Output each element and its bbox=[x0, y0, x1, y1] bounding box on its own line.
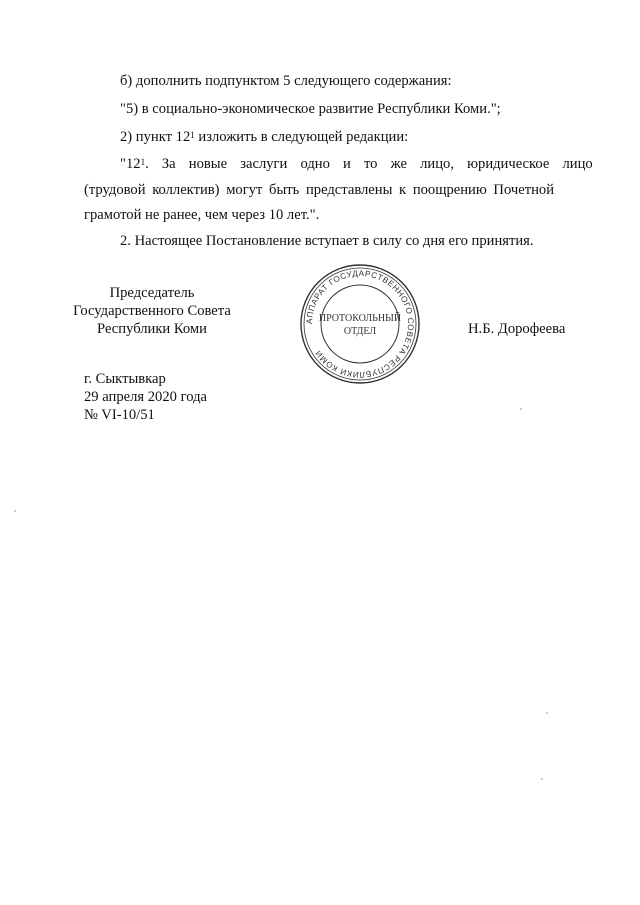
stamp-center-line2: ОТДЕЛ bbox=[343, 326, 377, 337]
scan-speck bbox=[14, 510, 16, 512]
official-stamp bbox=[299, 263, 421, 385]
footer-city: г. Сыктывкар bbox=[84, 371, 166, 387]
paragraph-12-1-line1 bbox=[120, 155, 593, 173]
point-2-suffix: изложить в следующей редакции: bbox=[194, 129, 409, 145]
signature-title-line3: Республики Коми bbox=[97, 321, 207, 337]
footer-date: 29 апреля 2020 года bbox=[84, 389, 207, 405]
point-2-superscript: 1 bbox=[190, 130, 195, 140]
paragraph-subpoint-b: б) дополнить подпунктом 5 следующего содержания: bbox=[120, 73, 452, 89]
paragraph-12-1-line3: грамотой не ранее, чем через 10 лет.". bbox=[84, 207, 320, 223]
footer-number: № VI-10/51 bbox=[84, 407, 155, 423]
scan-speck bbox=[546, 712, 548, 714]
signature-title-line2: Государственного Совета bbox=[73, 303, 231, 319]
paragraph-quote-5: "5) в социально-экономическое развитие Республики Коми."; bbox=[120, 101, 501, 117]
paragraph-effective: 2. Настоящее Постановление вступает в силу со дня его принятия. bbox=[120, 233, 534, 249]
signature-title bbox=[72, 284, 232, 338]
stamp-ring-text: АППАРАТ ГОСУДАРСТВЕННОГО СОВЕТА РЕСПУБЛИКИ КОМИ bbox=[304, 268, 416, 380]
signatory-name: Н.Б. Дорофеева bbox=[468, 321, 566, 337]
p4-line1-text: . За новые заслуги одно и то же лицо, юридическое лицо bbox=[145, 156, 593, 172]
paragraph-point-2 bbox=[120, 128, 408, 146]
scan-speck bbox=[520, 408, 522, 410]
point-2-prefix: 2) пункт 12 bbox=[120, 129, 191, 145]
paragraph-12-1-line2: (трудовой коллектив) могут быть представлены к поощрению Почетной bbox=[84, 182, 554, 198]
p4-open: "$12^1$. За новые заслуги одно и то же лицо, юридическое лицо bbox=[120, 156, 593, 172]
signature-title-line1: Председатель bbox=[109, 285, 195, 301]
scan-speck bbox=[541, 778, 543, 780]
stamp-center-line1: ПРОТОКОЛЬНЫЙ bbox=[318, 313, 402, 324]
